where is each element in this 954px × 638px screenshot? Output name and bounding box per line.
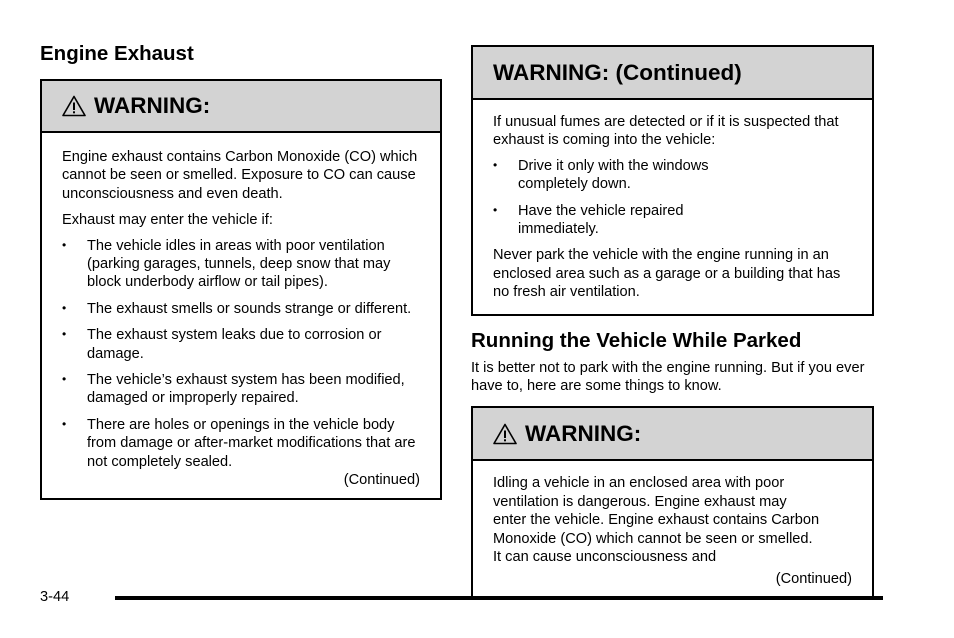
bullet-dot-icon: •	[493, 157, 498, 172]
page-number: 3-44	[40, 589, 70, 605]
left-column	[40, 42, 442, 500]
list-item: • The exhaust smells or sounds strange or different.	[62, 300, 412, 317]
warning-lead-text: Exhaust may enter the vehicle if:	[62, 212, 273, 229]
list-item: • The exhaust system leaks due to corrosion or damage.	[62, 327, 382, 362]
bullet-dot-icon: •	[62, 237, 67, 252]
warning-triangle-icon	[62, 95, 86, 117]
section-title-running-parked: Running the Vehicle While Parked	[471, 328, 802, 352]
fumes-text: If unusual fumes are detected or if it is suspected that exhaust is coming into the vehicle:	[493, 114, 839, 149]
bullet-list	[62, 237, 420, 471]
warning-triangle-icon	[493, 423, 517, 445]
bullet-dot-icon: •	[62, 300, 67, 315]
bullet-dot-icon: •	[62, 372, 67, 387]
warning-label: WARNING:	[525, 420, 642, 446]
footer-rule	[115, 596, 883, 600]
list-item: • The vehicle idles in areas with poor ventilation (parking garages, tunnels, deep snow that may block underbody airflow or tail pipes).	[62, 237, 391, 291]
warning-header	[473, 47, 872, 100]
right-column	[471, 45, 874, 599]
idling-warning-text: Idling a vehicle in an enclosed area with poor ventilation is dangerous. Engine exhaust may enter the vehicle. Engine exhaust contains Carbon Monoxide (CO) which cannot be seen or smelled. It can cause unconsciousness and	[493, 475, 820, 566]
section-intro-text: It is better not to park with the engine running. But if you ever have to, here are some things to know.	[471, 359, 865, 395]
list-item: • The vehicle’s exhaust system has been modified, damaged or improperly repaired.	[62, 372, 405, 407]
warning-intro-text: Engine exhaust contains Carbon Monoxide (CO) which cannot be seen or smelled. Exposure to CO can cause unconsciousness and even death.	[62, 149, 418, 202]
warning-continued-label: WARNING: (Continued)	[493, 59, 742, 85]
continued-label: (Continued)	[343, 472, 420, 489]
section-title-engine-exhaust: Engine Exhaust	[40, 42, 194, 65]
bullet-dot-icon: •	[62, 416, 67, 431]
list-item: • Have the vehicle repaired immediately.	[493, 202, 684, 238]
warning-box-continued	[471, 45, 874, 316]
never-park-text: Never park the vehicle with the engine running in an enclosed area such as a garage or a building that has no fresh air ventilation.	[493, 247, 841, 301]
warning-label: WARNING:	[94, 93, 211, 118]
list-item: • Drive it only with the windows completely down.	[493, 157, 709, 193]
bullet-dot-icon: •	[493, 202, 498, 217]
continued-label: (Continued)	[775, 570, 852, 587]
warning-header	[42, 81, 440, 133]
bullet-list	[493, 157, 852, 239]
warning-box-engine-exhaust	[40, 79, 442, 500]
list-item: • There are holes or openings in the vehicle body from damage or after-market modifications that are not completely sealed.	[62, 416, 416, 470]
warning-box-idling	[471, 406, 874, 598]
bullet-dot-icon: •	[62, 327, 67, 342]
warning-header	[473, 408, 872, 461]
